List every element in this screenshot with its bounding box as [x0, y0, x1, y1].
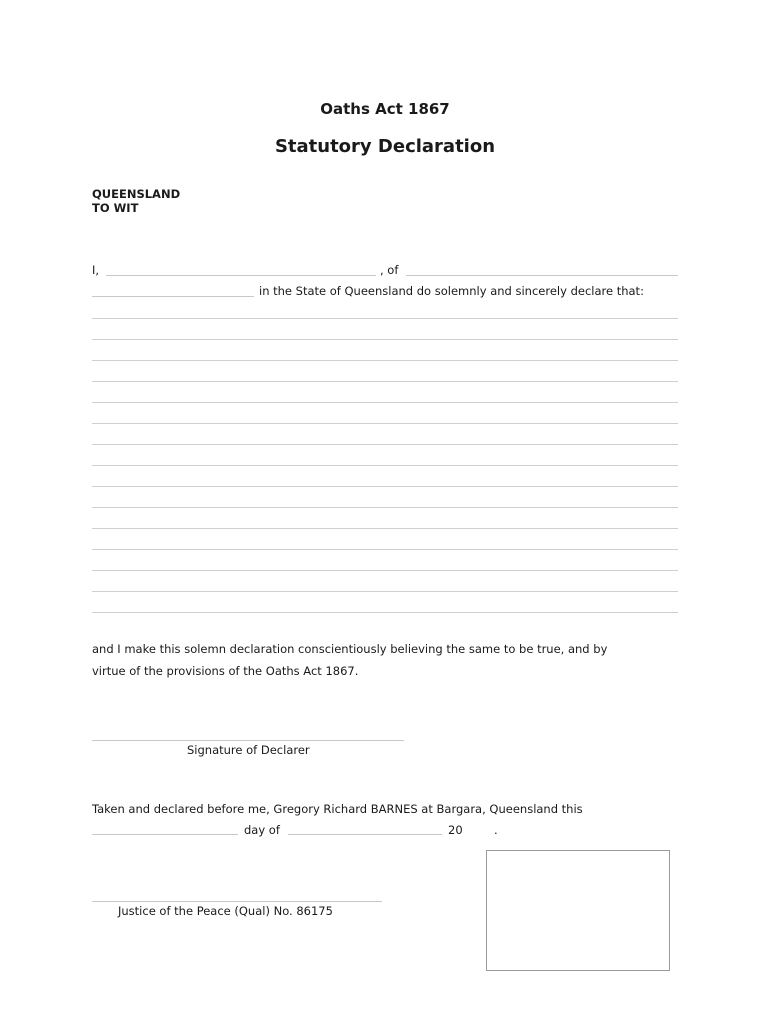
declaration-line[interactable] — [92, 465, 678, 466]
closing-paragraph — [92, 638, 682, 682]
act-title: Oaths Act 1867 — [320, 100, 450, 118]
taken-before-text: Taken and declared before me, Gregory Richard BARNES at Bargara, Queensland this — [92, 802, 583, 816]
year-field[interactable] — [466, 834, 490, 835]
month-field[interactable] — [288, 834, 442, 835]
declaration-line[interactable] — [92, 318, 678, 319]
declaration-line[interactable] — [92, 486, 678, 487]
jurisdiction-block — [92, 187, 180, 215]
year-prefix: 20 — [448, 823, 463, 837]
declaration-line[interactable] — [92, 591, 678, 592]
state-clause: in the State of Queensland do solemnly and sincerely declare that: — [259, 284, 644, 298]
declarer-signature-field[interactable] — [92, 740, 404, 741]
jurisdiction-to-wit: TO WIT — [92, 201, 139, 215]
day-of-label: day of — [244, 823, 280, 837]
declarant-locality-field[interactable] — [92, 296, 254, 297]
declaration-line[interactable] — [92, 423, 678, 424]
declarant-name-field[interactable] — [106, 275, 376, 276]
jp-signature-field[interactable] — [92, 901, 382, 902]
declaration-line[interactable] — [92, 444, 678, 445]
seal-box — [486, 850, 670, 971]
closing-line-1: and I make this solemn declaration conscientiously believing the same to be true, and by — [92, 642, 608, 656]
declaration-line[interactable] — [92, 381, 678, 382]
declaration-line[interactable] — [92, 570, 678, 571]
declarer-signature-label: Signature of Declarer — [187, 743, 310, 757]
declarant-prefix: I, — [92, 263, 100, 277]
closing-line-2: virtue of the provisions of the Oaths Act 1867. — [92, 664, 359, 678]
declaration-line[interactable] — [92, 549, 678, 550]
jurisdiction-state: QUEENSLAND — [92, 187, 181, 201]
declaration-line[interactable] — [92, 507, 678, 508]
jp-signature-label: Justice of the Peace (Qual) No. 86175 — [118, 904, 333, 918]
declaration-line[interactable] — [92, 360, 678, 361]
declarant-of-label: , of — [380, 263, 399, 277]
declaration-line[interactable] — [92, 402, 678, 403]
declarant-address-field[interactable] — [406, 275, 678, 276]
date-end-period: . — [494, 823, 498, 837]
declaration-line[interactable] — [92, 612, 678, 613]
day-field[interactable] — [92, 834, 238, 835]
page-title: Statutory Declaration — [274, 136, 496, 157]
declaration-line[interactable] — [92, 339, 678, 340]
declaration-line[interactable] — [92, 528, 678, 529]
